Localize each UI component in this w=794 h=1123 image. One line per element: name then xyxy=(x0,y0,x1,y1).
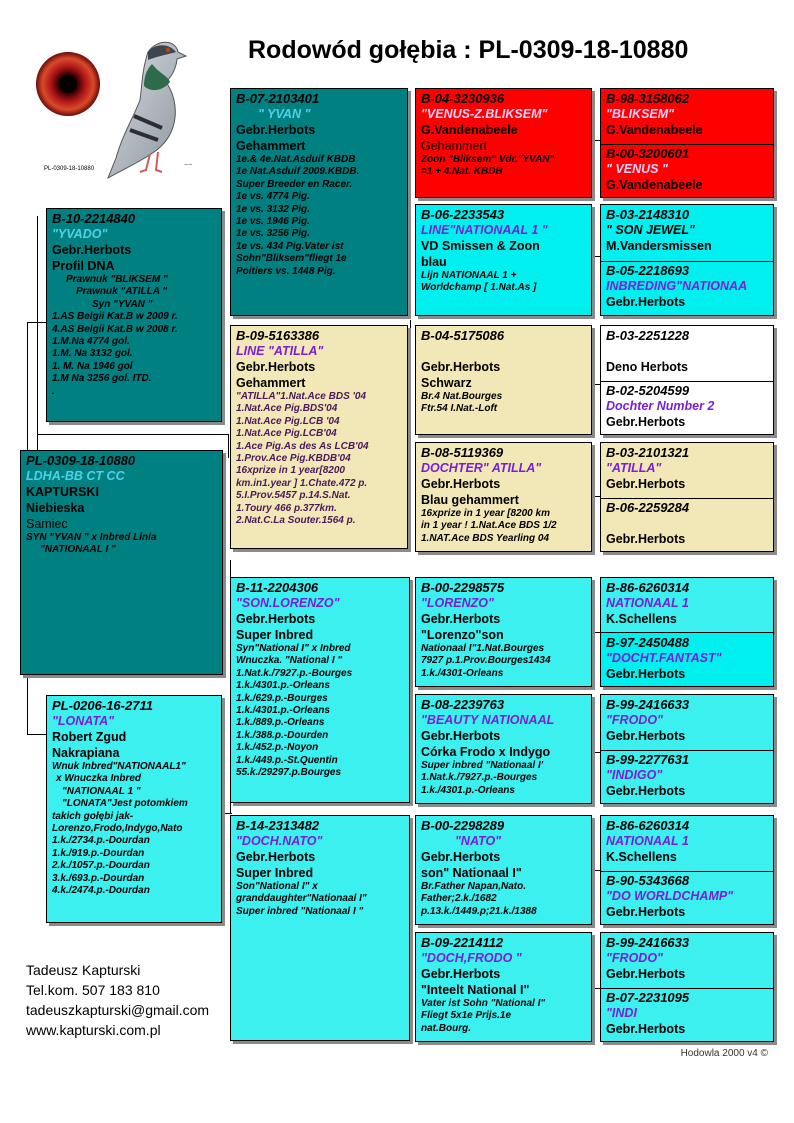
gggp-ring: B-07-2231095 xyxy=(606,990,690,1005)
gggp-owner: Gebr.Herbots xyxy=(606,667,686,681)
divider xyxy=(601,498,773,499)
father-note: 1.AS Belgii Kat.B w 2009 r. xyxy=(52,311,178,323)
mother-ring: PL-0206-16-2711 xyxy=(52,698,153,713)
mother-name: "LONATA" xyxy=(52,714,115,728)
connector xyxy=(27,734,47,735)
gggp-group-3 xyxy=(600,325,774,435)
mm-note: Son"National I" x xyxy=(236,881,318,892)
gggp-name: "ATILLA" xyxy=(606,461,662,475)
father-note: 4.AS Belgii Kat.B w 2008 r. xyxy=(52,323,178,335)
gggp-group-1 xyxy=(600,88,774,198)
ggp-ffm-card[interactable] xyxy=(415,204,592,316)
mother-owner: Robert Zgud xyxy=(52,730,127,744)
photo-caption: PL-0309-18-10880 xyxy=(44,166,95,172)
mf-note: 1.Nat.k./7927.p.-Bourges xyxy=(236,667,353,679)
fmm-note: 16xprize in 1 year [8200 km xyxy=(421,508,550,519)
fmf-name xyxy=(421,344,586,359)
ggp-mff-card[interactable] xyxy=(415,577,592,687)
gggp-card[interactable] xyxy=(606,500,771,547)
gggp-card[interactable] xyxy=(606,328,771,375)
mother-note: takich gołębi jak- xyxy=(52,810,134,822)
mf-note: 1.k./629.p.-Bourges xyxy=(236,692,328,704)
mf-owner: Gebr.Herbots xyxy=(236,612,316,626)
gggp-owner: K.Schellens xyxy=(606,850,677,864)
ggp-mmm-card[interactable] xyxy=(415,932,592,1042)
gggp-card[interactable] xyxy=(606,697,771,744)
mm-note: Super inbred "Nationaal I " xyxy=(236,905,364,917)
mother-note: 3.k./693.p.-Dourdan xyxy=(52,872,145,884)
mff-owner: Gebr.Herbots xyxy=(421,612,501,626)
mf-note: 1.k./388.p.-Dourden xyxy=(236,729,329,741)
mf-note: Syn"National I" x Inbred xyxy=(236,643,351,654)
ggp-mfm-card[interactable] xyxy=(415,694,592,804)
gggp-name: INBREDING"NATIONAA xyxy=(606,279,748,293)
fff-owner: G.Vandenabeele xyxy=(421,123,518,137)
fmm-owner: Gebr.Herbots xyxy=(421,477,501,491)
gggp-owner: Gebr.Herbots xyxy=(606,967,686,981)
mff-ring: B-00-2298575 xyxy=(421,580,505,595)
fm-note: 5.I.Prov.5457 p.14.S.Nat. xyxy=(236,490,351,502)
ff-note: Poitiers vs. 1448 Pig. xyxy=(236,265,336,277)
subject-ring: PL-0309-18-10880 xyxy=(26,453,136,468)
fff-name: "VENUS-Z.BLIKSEM" xyxy=(421,107,548,121)
connector xyxy=(224,813,232,814)
gggp-card[interactable] xyxy=(606,580,771,627)
mmf-note: p.13.k./1449.p;21.k./1388 xyxy=(421,905,537,917)
gggp-card[interactable] xyxy=(606,146,771,193)
divider xyxy=(601,871,773,872)
mother-note: x Wnuczka Inbred xyxy=(56,773,142,785)
divider xyxy=(601,988,773,989)
connector xyxy=(37,434,229,435)
gggp-owner: Gebr.Herbots xyxy=(606,729,686,743)
gggp-name: "FRODO" xyxy=(606,951,663,965)
gggp-group-5 xyxy=(600,577,774,687)
mf-note: 1.k./449.p.-St.Quentin xyxy=(236,754,338,766)
mmm-owner: Gebr.Herbots xyxy=(421,967,501,981)
fm-note: 1.Nat.Ace Pig.LCB'04 xyxy=(236,428,337,440)
mmf-note: Father;2.k./1682 xyxy=(421,893,497,905)
father-note: Syn "YVAN " xyxy=(92,298,153,310)
father-note: 1.M. Na 3132 gol. xyxy=(52,348,133,360)
fm-note: 1.Toury 466 p.377km. xyxy=(236,502,337,514)
gggp-owner: Gebr.Herbots xyxy=(606,1022,686,1036)
connector xyxy=(410,320,411,328)
fmm-name: DOCHTER" ATILLA" xyxy=(421,461,542,475)
gggp-card[interactable] xyxy=(606,818,771,865)
contact-email[interactable]: tadeuszkapturski@gmail.com xyxy=(26,1002,210,1018)
gggp-card[interactable] xyxy=(606,752,771,799)
fff-note: =1.+ 4.Nat. KBDB xyxy=(421,166,503,178)
ff-note: 1e vs. 1946 Pig. xyxy=(236,216,310,228)
ffm-owner: VD Smissen & Zoon xyxy=(421,239,540,253)
subject-name: LDHA-BB CT CC xyxy=(26,469,125,483)
ggp-fff-card[interactable] xyxy=(415,88,592,198)
mother-note: 1.k./2734.p.-Dourdan xyxy=(52,835,150,847)
father-line: Profil DNA xyxy=(52,259,115,273)
mff-note: 7927 p.1.Prov.Bourges1434 xyxy=(421,655,551,667)
mother-note: 4.k./2474.p.-Dourdan xyxy=(52,885,150,897)
fmf-ring: B-04-5175086 xyxy=(421,328,505,343)
gggp-ring: B-99-2416633 xyxy=(606,697,690,712)
gggp-owner: Gebr.Herbots xyxy=(606,532,686,546)
gggp-owner: Gebr.Herbots xyxy=(606,295,686,309)
mfm-note: 1.Nat.k./7927.p.-Bourges xyxy=(421,772,538,784)
grandsire-paternal-card[interactable] xyxy=(230,88,408,316)
gggp-group-2 xyxy=(600,204,774,316)
gggp-ring: B-99-2416633 xyxy=(606,935,690,950)
mother-line: Nakrapiana xyxy=(52,746,120,760)
mf-name: "SON.LORENZO" xyxy=(236,596,340,610)
gggp-ring: B-03-2101321 xyxy=(606,445,690,460)
gggp-name: "INDIGO" xyxy=(606,768,663,782)
gggp-name: "DOCHT.FANTAST" xyxy=(606,651,722,665)
ffm-note: Lijn NATIONAAL 1 + xyxy=(421,270,517,281)
ggp-fmf-card[interactable] xyxy=(415,325,592,435)
divider xyxy=(601,750,773,751)
mmm-note: Fliegt 5x1e Prijs.1e xyxy=(421,1010,512,1022)
ggp-mmf-card[interactable] xyxy=(415,815,592,925)
mfm-note: 1.k./4301.p.-Orleans xyxy=(421,784,515,796)
subject-note: SYN "YVAN " x Inbred Linia xyxy=(26,532,157,543)
gggp-group-6 xyxy=(600,694,774,804)
ff-note: Sohn"Bliksem"fliegt 1e xyxy=(236,253,347,265)
gggp-group-7 xyxy=(600,815,774,925)
mm-owner: Gebr.Herbots xyxy=(236,850,316,864)
contact-website[interactable]: www.kapturski.com.pl xyxy=(26,1022,161,1038)
gggp-owner: Gebr.Herbots xyxy=(606,415,686,429)
mm-ring: B-14-2313482 xyxy=(236,818,320,833)
gggp-ring: B-03-2251228 xyxy=(606,328,690,343)
fmf-note: Br.4 Nat.Bourges xyxy=(421,391,503,402)
gggp-ring: B-00-3200601 xyxy=(606,146,690,161)
gggp-ring: B-05-2218693 xyxy=(606,263,690,278)
fm-note: 2.Nat.C.La Souter.1564 p. xyxy=(236,515,356,527)
ff-note: 1e vs. 4774 Pig. xyxy=(236,191,310,203)
mmm-note: Vater ist Sohn "National I" xyxy=(421,998,546,1009)
gggp-ring: B-97-2450488 xyxy=(606,635,690,650)
gggp-ring: B-03-2148310 xyxy=(606,207,690,222)
gggp-card[interactable] xyxy=(606,873,771,920)
gggp-name xyxy=(606,516,771,531)
fm-note: 1.Prov.Ace Pig.KBDB'04 xyxy=(236,453,351,465)
ff-line: Gehammert xyxy=(236,139,306,153)
mother-note: 1.k./919.p.-Dourdan xyxy=(52,847,145,859)
gggp-ring: B-86-6260314 xyxy=(606,580,690,595)
fmm-note: in 1 year ! 1.Nat.Ace BDS 1/2 xyxy=(421,520,557,532)
subject-card[interactable] xyxy=(20,450,223,675)
father-owner: Gebr.Herbots xyxy=(52,243,132,257)
ff-note: 1e.& 4e.Nat.Asduif KBDB xyxy=(236,154,356,165)
gggp-name: " VENUS " xyxy=(606,162,668,176)
mf-note: 1.k./4301.p.-Orleans xyxy=(236,680,330,692)
divider xyxy=(601,144,773,145)
mmm-line: "Inteelt National I" xyxy=(421,983,530,997)
ff-note: 1e vs. 3256 Pig. xyxy=(236,228,310,240)
mfm-note: Super inbred "Nationaal I' xyxy=(421,760,544,771)
gggp-group-8 xyxy=(600,932,774,1042)
mother-note: Lorenzo,Frodo,Indygo,Nato xyxy=(52,823,183,835)
fm-note: 1.Ace Pig.As des As LCB'04 xyxy=(236,440,369,452)
mother-note: "NATIONAAL 1 " xyxy=(62,785,141,797)
grandsire-maternal-card[interactable] xyxy=(230,577,410,803)
fmf-note: Ftr.54 I.Nat.-Loft xyxy=(421,403,498,415)
father-ring: B-10-2214840 xyxy=(52,211,136,226)
ff-owner: Gebr.Herbots xyxy=(236,123,316,137)
father-note: 1. M. Na 1946 gol xyxy=(52,360,133,372)
gggp-name xyxy=(606,344,771,359)
mff-note: Nationaal I"1.Nat.Bourges xyxy=(421,643,545,654)
mf-line: Super Inbred xyxy=(236,628,314,642)
gggp-name: "DO WORLDCHAMP" xyxy=(606,889,734,903)
father-note: 1.M Na 3256 gol. ITD. xyxy=(52,373,152,385)
gggp-card[interactable] xyxy=(606,263,771,310)
contact-block xyxy=(26,960,209,1040)
divider xyxy=(601,261,773,262)
fff-ring: B-04-3230936 xyxy=(421,91,505,106)
fff-line: Gehammert xyxy=(421,139,487,153)
page-title: Rodowód gołębia : PL-0309-18-10880 xyxy=(248,36,689,64)
mf-note: 55.k./29297.p.Bourges xyxy=(236,767,342,779)
gggp-ring: B-99-2277631 xyxy=(606,752,690,767)
fm-note: 1.Nat.Ace Pig.BDS'04 xyxy=(236,403,338,415)
gggp-owner: K.Schellens xyxy=(606,612,677,626)
gggp-card[interactable] xyxy=(606,635,771,682)
fm-line: Gehammert xyxy=(236,376,306,390)
ff-name: " YVAN " xyxy=(258,107,311,121)
ff-note: 1e Nat.Asduif 2009.KBDB. xyxy=(236,166,360,178)
mfm-owner: Gebr.Herbots xyxy=(421,729,501,743)
mother-note: 2.k./1057.p.-Dourdan xyxy=(52,860,150,872)
father-note: Prawnuk "ATILLA " xyxy=(76,286,168,298)
mf-note: Wnuczka. "National I " xyxy=(236,655,343,667)
fmm-line: Blau gehammert xyxy=(421,493,519,507)
connector xyxy=(228,434,229,458)
gggp-owner: Gebr.Herbots xyxy=(606,784,686,798)
mmf-ring: B-00-2298289 xyxy=(421,818,505,833)
fmf-line: Schwarz xyxy=(421,376,472,390)
mf-ring: B-11-2204306 xyxy=(236,580,319,595)
mm-name: "DOCH.NATO" xyxy=(236,834,323,848)
father-card[interactable] xyxy=(46,208,222,422)
ffm-line: blau xyxy=(421,255,447,269)
mmf-note: Br.Father Napan,Nato. xyxy=(421,881,527,892)
mfm-name: "BEAUTY NATIONAAL xyxy=(421,713,555,727)
subject-note: "NATIONAAL I " xyxy=(40,544,116,556)
ffm-name: LINE"NATIONAAL 1 " xyxy=(421,223,548,237)
mother-card[interactable] xyxy=(46,695,222,923)
mother-note: "LONATA"Jest potomkiem xyxy=(62,798,188,810)
subject-sex: Samiec xyxy=(26,517,68,531)
gggp-ring: B-90-5343668 xyxy=(606,873,690,888)
gggp-card[interactable] xyxy=(606,91,771,138)
mmf-name: "NATO" xyxy=(455,834,502,848)
contact-phone: Tel.kom. 507 183 810 xyxy=(26,982,160,998)
signature-mark: ~~ xyxy=(184,162,193,169)
mmf-owner: Gebr.Herbots xyxy=(421,850,501,864)
fm-note: km.in1.year ] 1.Chate.472 p. xyxy=(236,477,368,489)
mmm-note: nat.Bourg. xyxy=(421,1022,471,1034)
ff-note: 1e vs. 3132 Pig. xyxy=(236,203,310,215)
mmm-ring: B-09-2214112 xyxy=(421,935,504,950)
gggp-card[interactable] xyxy=(606,935,771,982)
gggp-name: "BLIKSEM" xyxy=(606,107,675,121)
gggp-ring: B-98-3158062 xyxy=(606,91,690,106)
divider xyxy=(601,381,773,382)
gggp-card[interactable] xyxy=(606,207,771,254)
granddam-maternal-card[interactable] xyxy=(230,815,410,1041)
gggp-group-4 xyxy=(600,442,774,552)
gggp-owner: M.Vandersmissen xyxy=(606,239,712,253)
ff-note: 1e vs. 434 Pig.Vater ist xyxy=(236,240,344,252)
gggp-owner: Gebr.Herbots xyxy=(606,477,686,491)
subject-color: Niebieska xyxy=(26,501,85,515)
pigeon-photo xyxy=(30,30,230,190)
mm-note: granddaughter"Nationaal I" xyxy=(236,893,367,905)
father-name: "YVADO" xyxy=(52,227,108,241)
contact-name: Tadeusz Kapturski xyxy=(26,962,141,978)
fm-note: "ATILLA"1.Nat.Ace BDS '04 xyxy=(236,391,367,402)
father-note: . xyxy=(52,385,55,397)
gggp-card[interactable] xyxy=(606,990,771,1037)
mm-line: Super Inbred xyxy=(236,866,314,880)
mf-note: 1.k./889.p.-Orleans xyxy=(236,717,325,729)
ff-ring: B-07-2103401 xyxy=(236,91,320,106)
mfm-ring: B-08-2239763 xyxy=(421,697,505,712)
ffm-note: Worldchamp [ 1.Nat.As ] xyxy=(421,282,537,294)
gggp-card[interactable] xyxy=(606,383,771,430)
gggp-name: NATIONAAL 1 xyxy=(606,596,689,610)
gggp-owner: Deno Herbots xyxy=(606,360,688,374)
mf-note: 1.k./452.p.-Noyon xyxy=(236,742,319,754)
mother-note: Wnuk Inbred"NATIONAAL1" xyxy=(52,761,186,772)
fmm-ring: B-08-5119369 xyxy=(421,445,504,460)
ggp-fmm-card[interactable] xyxy=(415,442,592,552)
gggp-name: "FRODO" xyxy=(606,713,663,727)
gggp-name: "INDI xyxy=(606,1006,637,1020)
fm-note: 1.Nat.Ace Pig.LCB '04 xyxy=(236,415,340,427)
fmm-note: 1.NAT.Ace BDS Yearling 04 xyxy=(421,532,550,544)
ff-note: Super Breeder en Racer. xyxy=(236,178,353,190)
fm-note: 16xprize in 1 year[8200 xyxy=(236,465,345,477)
gggp-owner: G.Vandenabeele xyxy=(606,178,703,192)
gggp-card[interactable] xyxy=(606,445,771,492)
gggp-ring: B-06-2259284 xyxy=(606,500,690,515)
gggp-name: " SON JEWEL" xyxy=(606,223,695,237)
fm-owner: Gebr.Herbots xyxy=(236,360,316,374)
mmf-line: son" Nationaal I" xyxy=(421,866,522,880)
fm-name: LINE "ATILLA" xyxy=(236,344,324,358)
father-note: Prawnuk "BLIKSEM " xyxy=(66,274,168,285)
mff-note: 1.k./4301-Orleans xyxy=(421,667,504,679)
mfm-line: Córka Frodo x Indygo xyxy=(421,745,551,759)
connector xyxy=(37,216,38,455)
gggp-name: NATIONAAL 1 xyxy=(606,834,689,848)
fm-ring: B-09-5163386 xyxy=(236,328,320,343)
gggp-ring: B-02-5204599 xyxy=(606,383,690,398)
father-note: 1.M.Na 4774 gol. xyxy=(52,336,130,348)
gggp-name: Dochter Number 2 xyxy=(606,399,715,413)
gggp-owner: G.Vandenabeele xyxy=(606,123,703,137)
fmf-owner: Gebr.Herbots xyxy=(421,360,501,374)
subject-owner: KAPTURSKI xyxy=(26,485,99,499)
granddam-paternal-card[interactable] xyxy=(230,325,408,549)
mf-note: 1.k./4301.p.-Orleans xyxy=(236,705,330,717)
mff-name: "LORENZO" xyxy=(421,596,494,610)
gggp-owner: Gebr.Herbots xyxy=(606,905,686,919)
mff-line: "Lorenzo"son xyxy=(421,628,504,642)
gggp-ring: B-86-6260314 xyxy=(606,818,690,833)
mmm-name: "DOCH,FRODO " xyxy=(421,951,522,965)
footer-credit: Hodowla 2000 v4 © xyxy=(680,1048,768,1059)
ffm-ring: B-06-2233543 xyxy=(421,207,505,222)
fff-note: Zoon "Bliksem" Vdr."YVAN" xyxy=(421,154,555,165)
